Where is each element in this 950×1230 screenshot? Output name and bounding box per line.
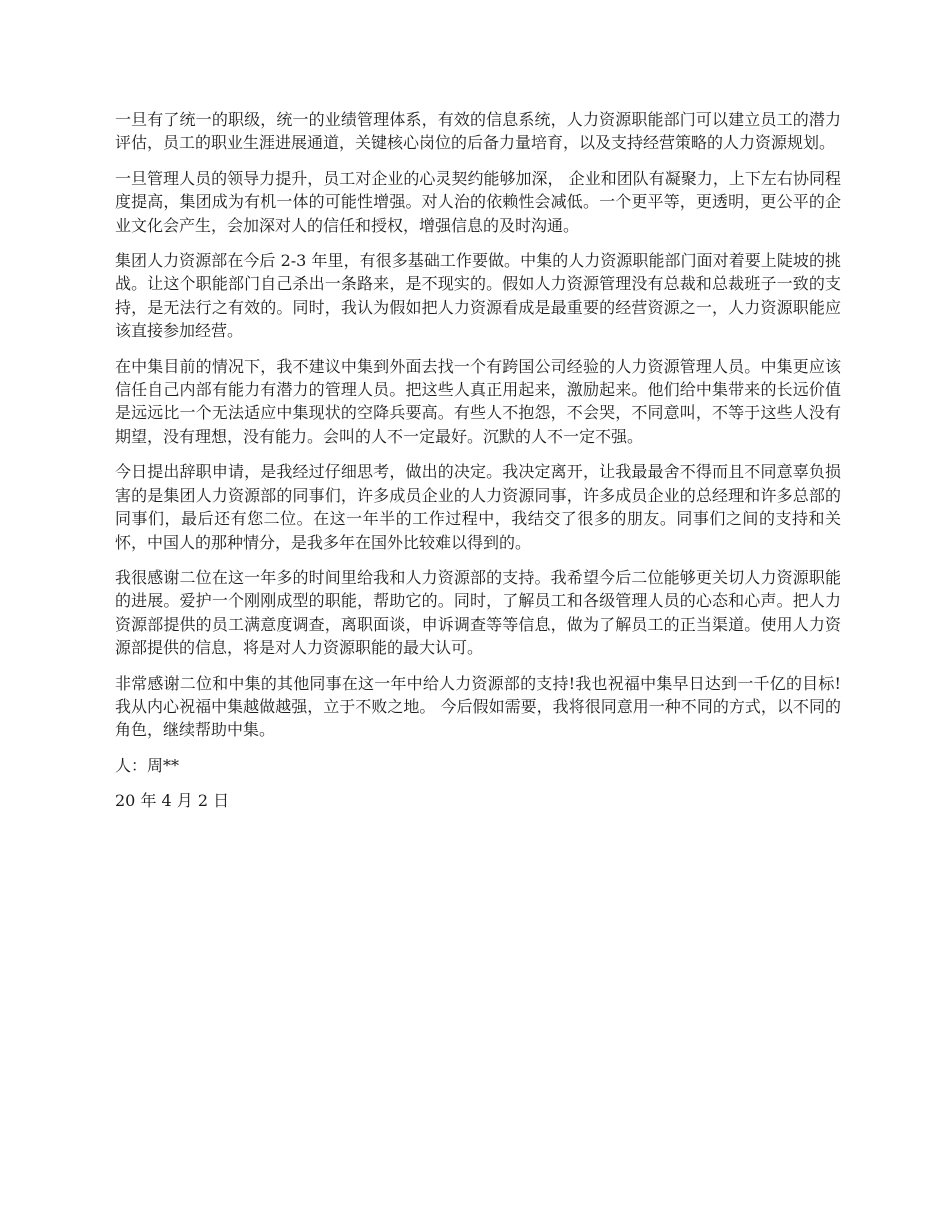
paragraph-6: 我很感谢二位在这一年多的时间里给我和人力资源部的支持。我希望今后二位能够更关切人力资源职能的进展。爱护一个刚刚成型的职能，帮助它的。同时，了解员工和各级管理人员的心态和心声。把人力资源部提供的员工满意度调查，离职面谈，申诉调查等等信息，做为了解员工的正当渠道。使用人力资源部提供的信息，将是对人力资源职能的最大认可。 [115,567,841,658]
paragraph-1: 一旦有了统一的职级，统一的业绩管理体系，有效的信息系统，人力资源职能部门可以建立员工的潜力评估，员工的职业生涯进展通道，关键核心岗位的后备力量培育，以及支持经营策略的人力资源规划。 [115,110,841,153]
paragraph-3: 集团人力资源部在今后 2-3 年里，有很多基础工作要做。中集的人力资源职能部门面对着要上陡坡的挑战。让这个职能部门自己杀出一条路来，是不现实的。假如人力资源管理没有总裁和总裁班子一致的支持，是无法行之有效的。同时，我认为假如把人力资源看成是最重要的经营资源之一，人力资源职能应该直接参加经营。 [115,251,841,341]
paragraph-4: 在中集目前的情况下，我不建议中集到外面去找一个有跨国公司经验的人力资源管理人员。中集更应该信任自己内部有能力有潜力的管理人员。把这些人真正用起来，激励起来。他们给中集带来的长远价值是远远比一个无法适应中集现状的空降兵要高。有些人不抱怨，不会哭，不同意叫，不等于这些人没有期望，没有理想，没有能力。会叫的人不一定最好。沉默的人不一定不强。 [115,356,841,446]
paragraph-2: 一旦管理人员的领导力提升，员工对企业的心灵契约能够加深， 企业和团队有凝聚力，上下左右协同程度提高，集团成为有机一体的可能性增强。对人治的依赖性会减低。一个更平等，更透明，更公平的企业文化会产生，会加深对人的信任和授权，增强信息的及时沟通。 [115,168,841,235]
paragraph-7: 非常感谢二位和中集的其他同事在这一年中给人力资源部的支持!我也祝福中集早日达到一千亿的目标!我从内心祝福中集越做越强，立于不败之地。 今后假如需要，我将很同意用一种不同的方式，以不同的角色，继续帮助中集。 [115,673,841,740]
document-body [115,108,841,825]
date-line: 20 年 4 月 2 日 [115,791,230,811]
signature-line: 人：周** [115,755,180,775]
paragraph-5: 今日提出辞职申请，是我经过仔细思考，做出的决定。我决定离开，让我最最舍不得而且不同意辜负损害的是集团人力资源部的同事们，许多成员企业的人力资源同事，许多成员企业的总经理和许多总部的同事们，最后还有您二位。在这一年半的工作过程中，我结交了很多的朋友。同事们之间的支持和关怀，中国人的那种情分，是我多年在国外比较难以得到的。 [115,462,841,552]
